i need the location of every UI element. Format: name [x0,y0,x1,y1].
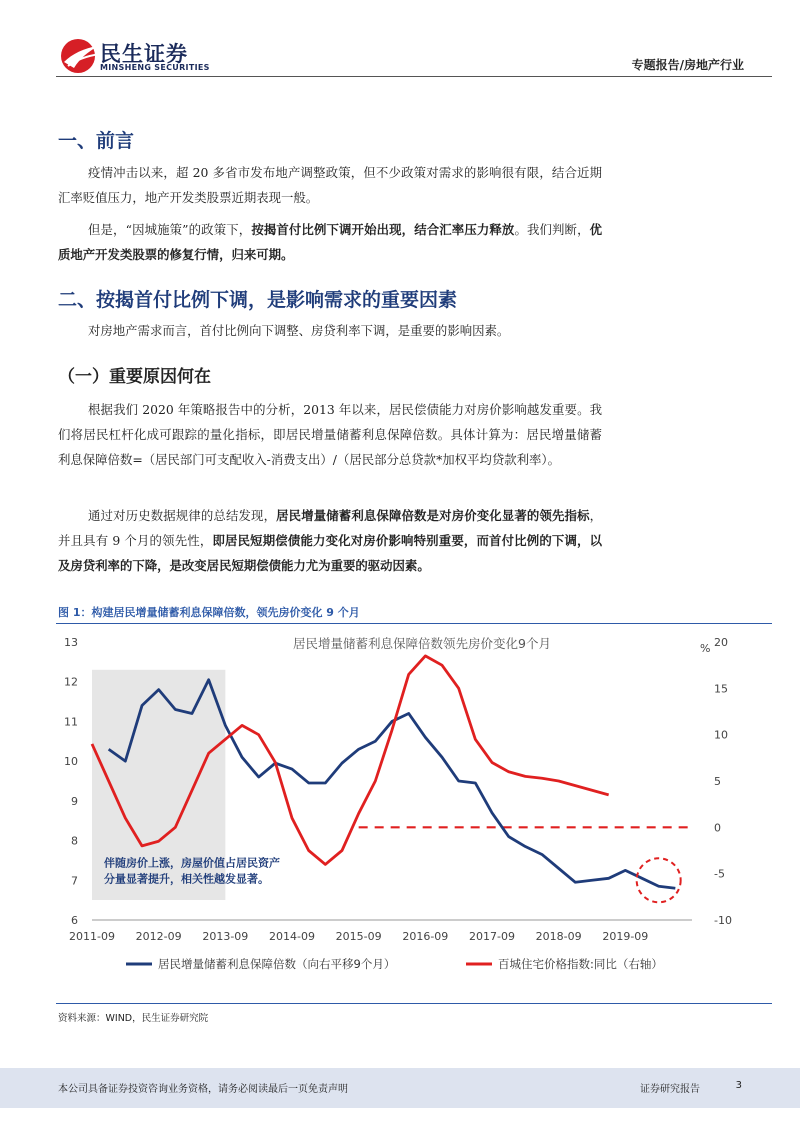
x-axis-tick-label: 2014-09 [269,930,315,943]
paragraph-2-part-a: 但是，“因城施策”的政策下， [88,222,252,237]
x-axis-tick-label: 2018-09 [535,930,582,943]
footer-report-label: 证券研究报告 [640,1084,700,1095]
line-chart [56,624,772,1002]
footer-disclaimer: 本公司具备证券投资咨询业务资格，请务必阅读最后一页免责声明 [58,1084,348,1095]
paragraph-5-part-b: 居民增量储蓄利息保障倍数是对房价变化显著的领先指标 [276,508,590,523]
legend-label-savings: 居民增量储蓄利息保障倍数（向右平移9个月） [158,957,396,971]
paragraph-2-part-c: 。我们判断， [514,222,590,237]
annotation-line-1: 伴随房价上涨，房屋价值占居民资产 [104,856,280,870]
page-number: 3 [735,1080,742,1091]
chart-container [56,624,772,1002]
header-divider [56,76,772,77]
section-title-1: 一、前言 [58,130,135,152]
paragraph-2-part-d: 优质地产开发类股票的修复行情，归来可期。 [58,222,603,262]
left-axis-tick-label: 7 [71,874,78,888]
paragraph-5-part-a: 通过对历史数据规律的总结发现， [88,508,277,523]
right-axis-tick-label: -5 [714,867,725,881]
logo-name-cn: 民生证券 [100,42,188,66]
right-axis-unit: % [700,642,711,655]
section-title-2: 二、按揭首付比例下调，是影响需求的重要因素 [58,289,458,311]
paragraph-4: 根据我们 2020 年策略报告中的分析，2013 年以来，居民偿债能力对房价影响越发重要。我们将居民杠杆化成可跟踪的量化指标，即居民增量储蓄利息保障倍数。具体计算为：居民增量储蓄利息保障倍数=（居民部门可支配收入-消费支出）/（居民部分总贷款*加权平均贷款利率）。 [58,402,602,467]
right-axis-tick-label: 0 [714,821,721,835]
subsection-title-1: （一）重要原因何在 [58,367,211,387]
x-axis-tick-label: 2017-09 [469,930,515,943]
right-axis-tick-label: 5 [714,775,721,788]
x-axis-tick-label: 2012-09 [135,930,182,943]
left-axis-tick-label: 6 [71,914,78,927]
x-axis-tick-label: 2019-09 [602,930,649,943]
paragraph-1: 疫情冲击以来，超 20 多省市发布地产调整政策，但不少政策对需求的影响很有限，结合近期汇率贬值压力，地产开发类股票近期表现一般。 [58,165,602,205]
paragraph-2 [58,217,602,267]
left-axis-tick-label: 10 [64,755,78,769]
x-axis-tick-label: 2011-09 [69,930,115,943]
chart-title: 居民增量储蓄利息保障倍数领先房价变化9个月 [293,636,551,651]
paragraph-5-part-d: 即居民短期偿债能力变化对房价影响特别重要，而首付比例的下调，以及房贷利率的下降，是改变居民短期偿债能力尤为重要的驱动因素。 [58,533,603,573]
paragraph-2-part-b: 按揭首付比例下调开始出现，结合汇率压力释放 [251,222,515,237]
left-axis-tick-label: 11 [64,715,78,729]
figure-source: 资料来源：WIND，民生证券研究院 [58,1013,209,1024]
x-axis-tick-label: 2016-09 [402,930,449,943]
figure-caption: 图 1：构建居民增量储蓄利息保障倍数，领先房价变化 9 个月 [58,606,360,619]
logo-name-en: MINSHENG SECURITIES [100,63,210,72]
paragraph-5-part-c: ，并且具有 9 个月的领先性， [58,508,603,548]
left-axis-tick-label: 13 [64,636,78,649]
x-axis-tick-label: 2013-09 [202,930,249,943]
right-axis-tick-label: 15 [714,682,728,696]
report-type: 专题报告/房地产行业 [631,58,744,72]
right-axis-tick-label: 20 [714,636,728,649]
legend-label-home-price: 百城住宅价格指数:同比（右轴） [498,957,663,971]
right-axis-tick-label: 10 [714,728,728,742]
x-axis-tick-label: 2015-09 [335,930,382,943]
paragraph-5 [58,503,602,578]
left-axis-tick-label: 8 [71,834,78,848]
logo-mark-icon [58,36,102,76]
figure-bottom-rule [56,1003,772,1004]
annotation-line-2: 分量显著提升，相关性越发显著。 [104,872,269,886]
paragraph-3: 对房地产需求而言，首付比例向下调整、房贷利率下调，是重要的影响因素。 [88,323,510,338]
left-axis-tick-label: 9 [71,794,78,808]
left-axis-tick-label: 12 [64,675,78,689]
right-axis-tick-label: -10 [714,914,732,927]
